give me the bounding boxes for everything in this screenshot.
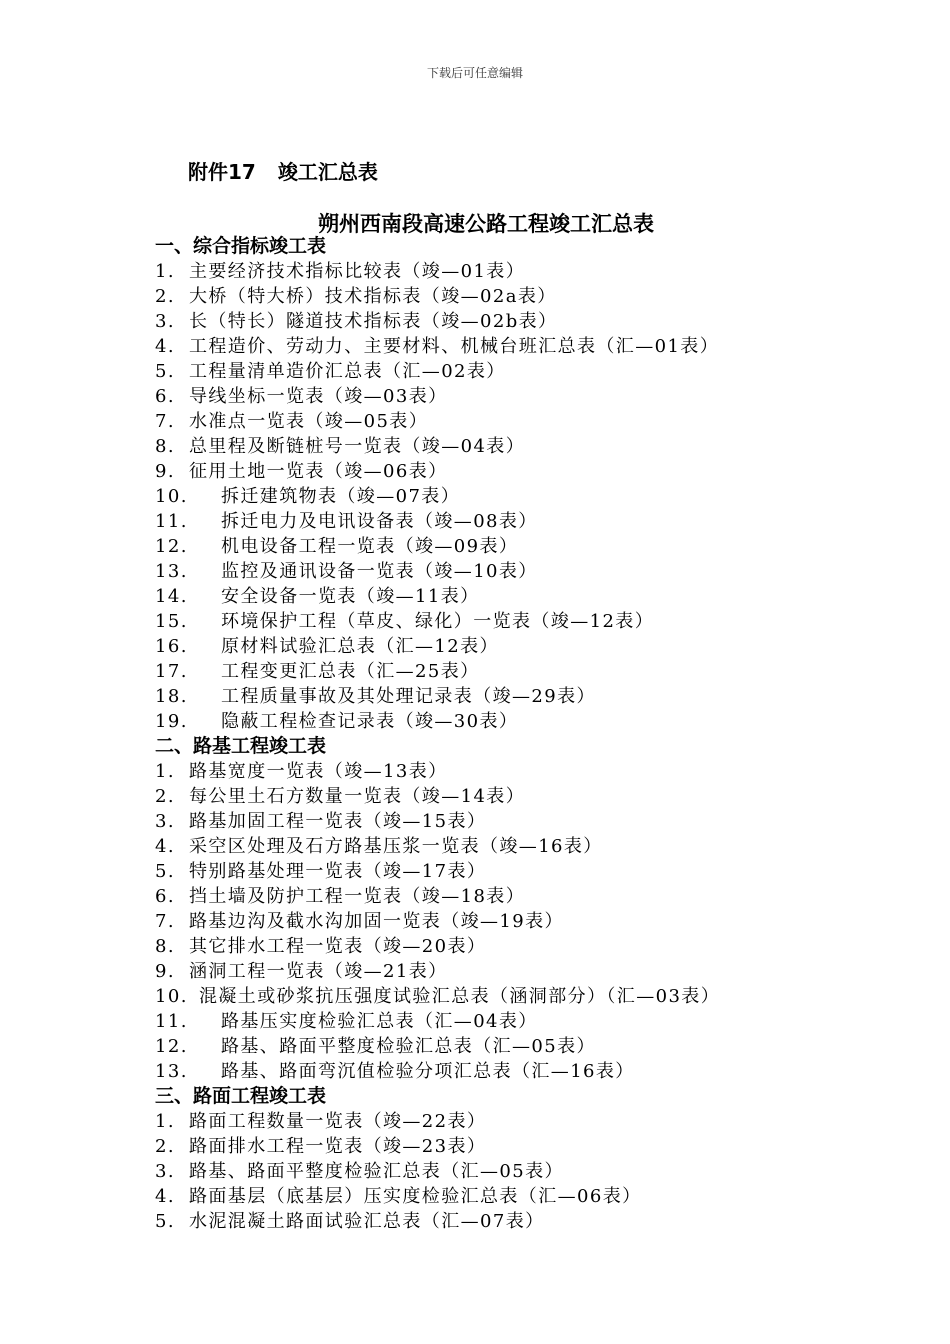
list-item bbox=[155, 1134, 935, 1159]
list-item bbox=[155, 1034, 935, 1059]
list-item-number: 3. bbox=[155, 311, 175, 332]
list-item-number: 4. bbox=[155, 836, 175, 857]
list-item-text: 工程质量事故及其处理记录表（竣—29表） bbox=[221, 686, 596, 707]
list-item-number: 7. bbox=[155, 911, 175, 932]
list-item-number: 19. bbox=[155, 711, 188, 732]
list-item bbox=[155, 884, 935, 909]
list-item-number: 17. bbox=[155, 661, 188, 682]
list-item bbox=[155, 934, 935, 959]
list-item-number: 11. bbox=[155, 511, 188, 532]
list-item-number: 13. bbox=[155, 561, 188, 582]
section-heading: 三、路面工程竣工表 bbox=[155, 1085, 327, 1107]
list-item bbox=[155, 334, 935, 359]
list-item bbox=[155, 1184, 935, 1209]
list-item-text: 路基加固工程一览表（竣—15表） bbox=[189, 811, 487, 832]
list-item bbox=[155, 409, 935, 434]
list-item-number: 4. bbox=[155, 336, 175, 357]
list-item-text: 原材料试验汇总表（汇—12表） bbox=[221, 636, 499, 657]
list-item-text: 路面工程数量一览表（竣—22表） bbox=[189, 1111, 487, 1132]
list-item bbox=[155, 434, 935, 459]
section-heading: 二、路基工程竣工表 bbox=[155, 735, 327, 757]
list-item-number: 5. bbox=[155, 1211, 175, 1232]
list-item bbox=[155, 359, 935, 384]
list-item-number: 5. bbox=[155, 361, 175, 382]
list-item bbox=[155, 534, 935, 559]
list-item-text: 水泥混凝土路面试验汇总表（汇—07表） bbox=[189, 1211, 545, 1232]
list-item-number: 16. bbox=[155, 636, 188, 657]
list-item-number: 1. bbox=[155, 761, 175, 782]
list-item-text: 隐蔽工程检查记录表（竣—30表） bbox=[221, 711, 519, 732]
list-item-number: 8. bbox=[155, 436, 175, 457]
list-item-text: 工程造价、劳动力、主要材料、机械台班汇总表（汇—01表） bbox=[189, 336, 720, 357]
list-item bbox=[155, 684, 935, 709]
list-item bbox=[155, 659, 935, 684]
list-item bbox=[155, 559, 935, 584]
list-item-text: 长（特长）隧道技术指标表（竣—02b表） bbox=[189, 311, 558, 332]
list-item bbox=[155, 1109, 935, 1134]
list-item-text: 安全设备一览表（竣—11表） bbox=[221, 586, 480, 607]
list-item-text: 监控及通讯设备一览表（竣—10表） bbox=[221, 561, 538, 582]
list-item bbox=[155, 609, 935, 634]
list-item-text: 采空区处理及石方路基压浆一览表（竣—16表） bbox=[189, 836, 603, 857]
header-note: 下载后可任意编辑 bbox=[426, 66, 523, 80]
list-item-text: 大桥（特大桥）技术指标表（竣—02a表） bbox=[189, 286, 557, 307]
list-item-text: 挡土墙及防护工程一览表（竣—18表） bbox=[189, 886, 526, 907]
list-item-text: 路面基层（底基层）压实度检验汇总表（汇—06表） bbox=[189, 1186, 642, 1207]
list-item-number: 3. bbox=[155, 1161, 175, 1182]
list-item-text: 路面排水工程一览表（竣—23表） bbox=[189, 1136, 487, 1157]
list-item-text: 拆迁电力及电讯设备表（竣—08表） bbox=[221, 511, 538, 532]
list-item bbox=[155, 709, 935, 734]
list-item bbox=[155, 809, 935, 834]
section-heading: 一、综合指标竣工表 bbox=[155, 235, 327, 257]
list-item-number: 10. bbox=[155, 986, 188, 1007]
list-item-text: 水准点一览表（竣—05表） bbox=[189, 411, 429, 432]
list-item bbox=[155, 784, 935, 809]
list-item-number: 2. bbox=[155, 1136, 175, 1157]
list-item bbox=[155, 459, 935, 484]
list-item-number: 6. bbox=[155, 886, 175, 907]
list-item bbox=[155, 834, 935, 859]
list-item-text: 混凝土或砂浆抗压强度试验汇总表（涵洞部分）（汇—03表） bbox=[199, 986, 721, 1007]
list-item-text: 环境保护工程（草皮、绿化）一览表（竣—12表） bbox=[221, 611, 655, 632]
list-item bbox=[155, 1209, 935, 1234]
list-item bbox=[155, 509, 935, 534]
list-item-number: 9. bbox=[155, 961, 175, 982]
list-item-text: 工程量清单造价汇总表（汇—02表） bbox=[189, 361, 506, 382]
attachment-heading bbox=[188, 156, 378, 185]
list-item bbox=[155, 259, 935, 284]
list-item bbox=[155, 484, 935, 509]
list-item-number: 12. bbox=[155, 536, 188, 557]
list-item-number: 6. bbox=[155, 386, 175, 407]
list-item-text: 工程变更汇总表（汇—25表） bbox=[221, 661, 480, 682]
list-item bbox=[155, 959, 935, 984]
list-item-number: 10. bbox=[155, 486, 188, 507]
list-item bbox=[155, 634, 935, 659]
list-item-text: 路基、路面平整度检验汇总表（汇—05表） bbox=[221, 1036, 596, 1057]
list-item bbox=[155, 859, 935, 884]
list-item bbox=[155, 284, 935, 309]
list-item-number: 3. bbox=[155, 811, 175, 832]
list-item-number: 2. bbox=[155, 286, 175, 307]
list-item-number: 1. bbox=[155, 1111, 175, 1132]
list-item bbox=[155, 1159, 935, 1184]
document-title: 朔州西南段高速公路工程竣工汇总表 bbox=[318, 212, 654, 236]
list-item-number: 7. bbox=[155, 411, 175, 432]
list-item-number: 18. bbox=[155, 686, 188, 707]
list-item-text: 每公里土石方数量一览表（竣—14表） bbox=[189, 786, 526, 807]
list-item-number: 12. bbox=[155, 1036, 188, 1057]
list-item-text: 机电设备工程一览表（竣—09表） bbox=[221, 536, 519, 557]
list-item-number: 5. bbox=[155, 861, 175, 882]
list-item bbox=[155, 759, 935, 784]
list-item-text: 路基、路面平整度检验汇总表（汇—05表） bbox=[189, 1161, 564, 1182]
list-item-number: 15. bbox=[155, 611, 188, 632]
list-item bbox=[155, 309, 935, 334]
list-item-text: 其它排水工程一览表（竣—20表） bbox=[189, 936, 487, 957]
list-item bbox=[155, 1059, 935, 1084]
list-item-text: 拆迁建筑物表（竣—07表） bbox=[221, 486, 461, 507]
attachment-label: 附件17 bbox=[188, 160, 256, 184]
list-item-number: 14. bbox=[155, 586, 188, 607]
list-item-number: 4. bbox=[155, 1186, 175, 1207]
list-item-number: 13. bbox=[155, 1061, 188, 1082]
list-item bbox=[155, 384, 935, 409]
list-item-text: 涵洞工程一览表（竣—21表） bbox=[189, 961, 448, 982]
list-item-text: 路基边沟及截水沟加固一览表（竣—19表） bbox=[189, 911, 564, 932]
list-item-number: 8. bbox=[155, 936, 175, 957]
list-item-number: 11. bbox=[155, 1011, 188, 1032]
list-item-text: 总里程及断链桩号一览表（竣—04表） bbox=[189, 436, 526, 457]
list-item-text: 路基压实度检验汇总表（汇—04表） bbox=[221, 1011, 538, 1032]
list-item-text: 路基、路面弯沉值检验分项汇总表（汇—16表） bbox=[221, 1061, 635, 1082]
attachment-title: 竣工汇总表 bbox=[277, 160, 378, 184]
list-item-number: 2. bbox=[155, 786, 175, 807]
document-body bbox=[155, 234, 935, 1234]
list-item bbox=[155, 1009, 935, 1034]
list-item-number: 1. bbox=[155, 261, 175, 282]
list-item bbox=[155, 909, 935, 934]
list-item-number: 9. bbox=[155, 461, 175, 482]
list-item-text: 主要经济技术指标比较表（竣—01表） bbox=[189, 261, 526, 282]
list-item-text: 导线坐标一览表（竣—03表） bbox=[189, 386, 448, 407]
list-item-text: 征用土地一览表（竣—06表） bbox=[189, 461, 448, 482]
list-item bbox=[155, 584, 935, 609]
list-item-text: 特别路基处理一览表（竣—17表） bbox=[189, 861, 487, 882]
list-item-text: 路基宽度一览表（竣—13表） bbox=[189, 761, 448, 782]
list-item bbox=[155, 984, 935, 1009]
